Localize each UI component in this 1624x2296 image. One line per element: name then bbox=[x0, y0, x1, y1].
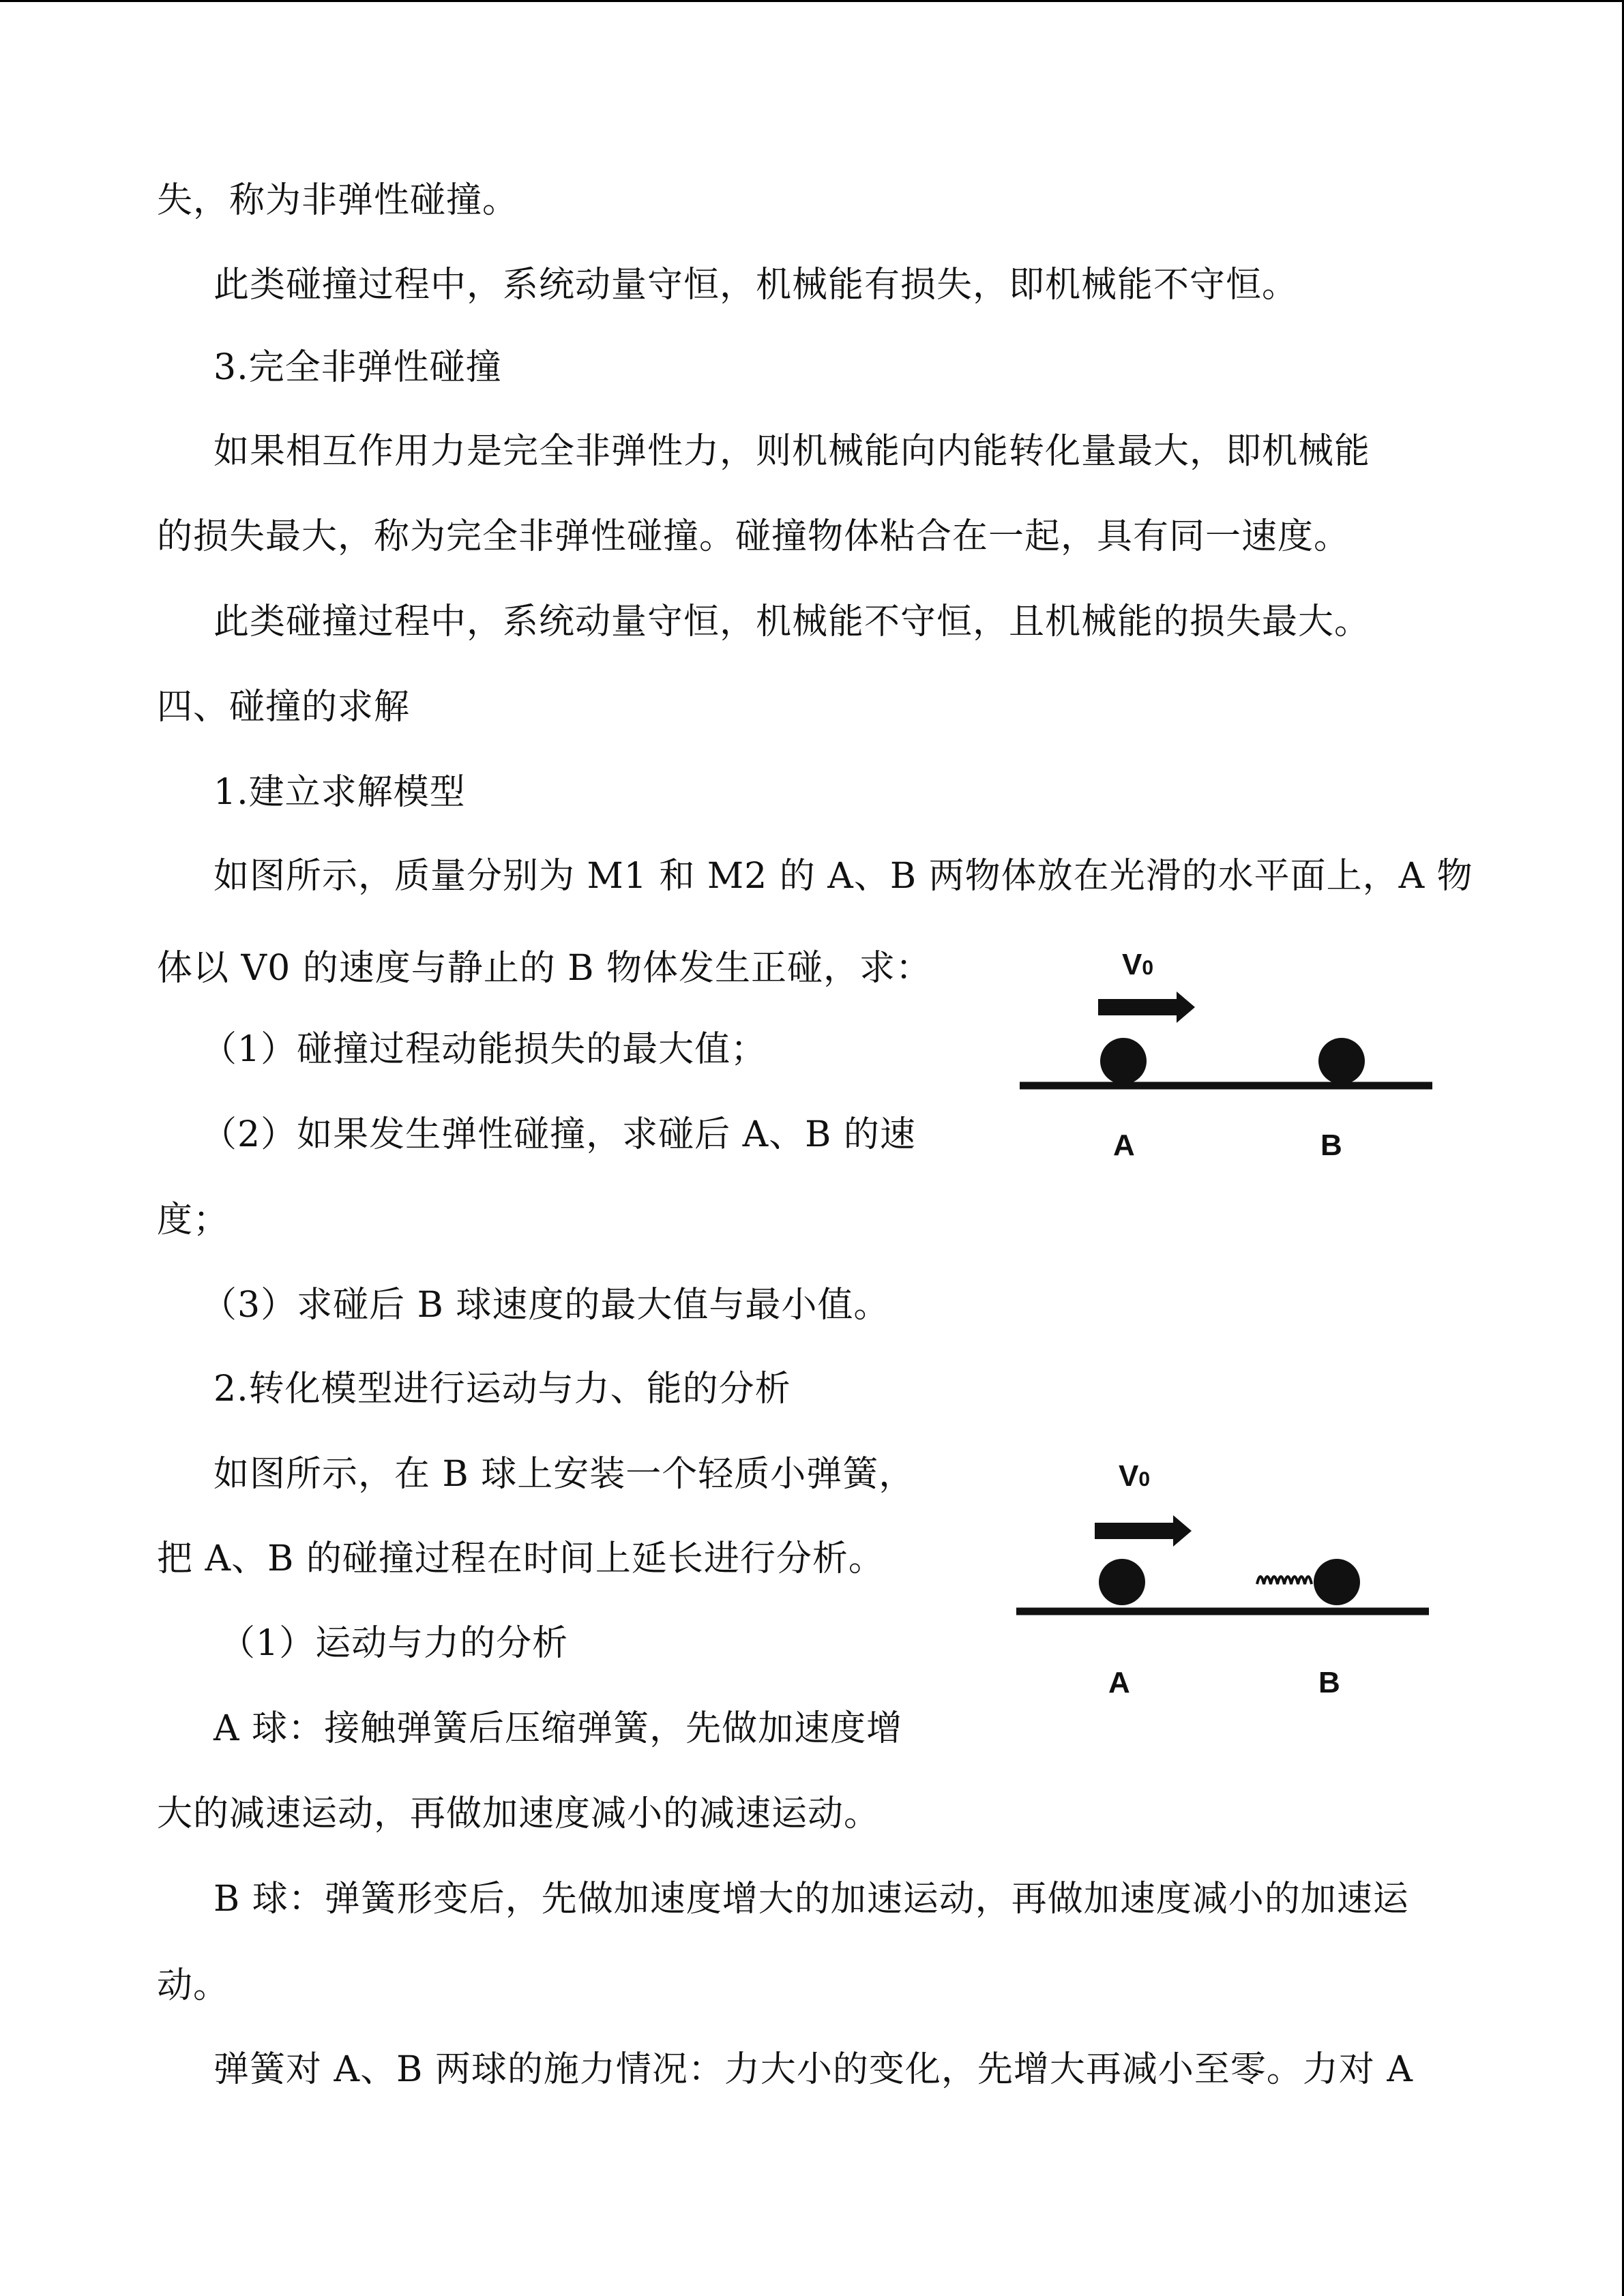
ball-a bbox=[1099, 1559, 1145, 1605]
text-line: 此类碰撞过程中，系统动量守恒，机械能不守恒，且机械能的损失最大。 bbox=[213, 601, 1371, 642]
ball-b-label: B bbox=[1318, 1666, 1340, 1699]
collision-diagram-2-svg bbox=[1013, 1456, 1436, 1701]
subsection-heading: （1）运动与力的分析 bbox=[220, 1623, 569, 1664]
collision-diagram-1-svg bbox=[1016, 948, 1439, 1173]
text-line: 如果相互作用力是完全非弹性力，则机械能向内能转化量最大，即机械能 bbox=[213, 431, 1371, 472]
ball-a-label: A bbox=[1113, 1129, 1135, 1162]
text-line: A 球：接触弹簧后压缩弹簧，先做加速度增 bbox=[213, 1708, 903, 1749]
text-line: 动。 bbox=[157, 1965, 230, 2006]
spring-icon bbox=[1257, 1577, 1312, 1584]
question-item: 度； bbox=[157, 1199, 230, 1240]
text-line: 失，称为非弹性碰撞。 bbox=[157, 180, 519, 221]
text-line: 大的减速运动，再做加速度减小的减速运动。 bbox=[157, 1793, 881, 1834]
ball-a bbox=[1100, 1038, 1147, 1084]
text-line: 的损失最大，称为完全非弹性碰撞。碰撞物体粘合在一起，具有同一速度。 bbox=[157, 516, 1350, 557]
text-line: 把 A、B 的碰撞过程在时间上延长进行分析。 bbox=[157, 1538, 885, 1579]
section-heading: 2.转化模型进行运动与力、能的分析 bbox=[213, 1369, 791, 1410]
text-line: 弹簧对 A、B 两球的施力情况：力大小的变化，先增大再减小至零。力对 A bbox=[213, 2049, 1413, 2090]
ball-b bbox=[1314, 1559, 1360, 1605]
chapter-heading: 四、碰撞的求解 bbox=[157, 687, 411, 728]
question-item: （2）如果发生弹性碰撞，求碰后 A、B 的速 bbox=[201, 1114, 916, 1155]
text-line: 体以 V0 的速度与静止的 B 物体发生正碰，求： bbox=[157, 948, 932, 989]
collision-diagram-2 bbox=[1013, 1456, 1436, 1701]
text-line: 如图所示，质量分别为 M1 和 M2 的 A、B 两物体放在光滑的水平面上，A 物 bbox=[213, 856, 1473, 897]
section-heading: 1.建立求解模型 bbox=[213, 772, 466, 813]
text-line: B 球：弹簧形变后，先做加速度增大的加速运动，再做加速度减小的加速运 bbox=[213, 1879, 1409, 1920]
ball-b-label: B bbox=[1320, 1129, 1342, 1162]
question-item: （1）碰撞过程动能损失的最大值； bbox=[201, 1029, 767, 1070]
velocity-label: V0 bbox=[1122, 948, 1154, 981]
ball-b bbox=[1318, 1038, 1365, 1084]
text-line: 如图所示，在 B 球上安装一个轻质小弹簧， bbox=[213, 1454, 915, 1495]
text-line: 此类碰撞过程中，系统动量守恒，机械能有损失，即机械能不守恒。 bbox=[213, 265, 1299, 305]
question-item: （3）求碰后 B 球速度的最大值与最小值。 bbox=[201, 1285, 890, 1326]
section-heading: 3.完全非弹性碰撞 bbox=[213, 347, 502, 388]
ball-a-label: A bbox=[1108, 1666, 1130, 1699]
velocity-label: V0 bbox=[1119, 1459, 1151, 1493]
collision-diagram-1 bbox=[1016, 948, 1439, 1173]
velocity-arrow-icon bbox=[1095, 1515, 1192, 1547]
velocity-arrow-icon bbox=[1098, 992, 1195, 1023]
